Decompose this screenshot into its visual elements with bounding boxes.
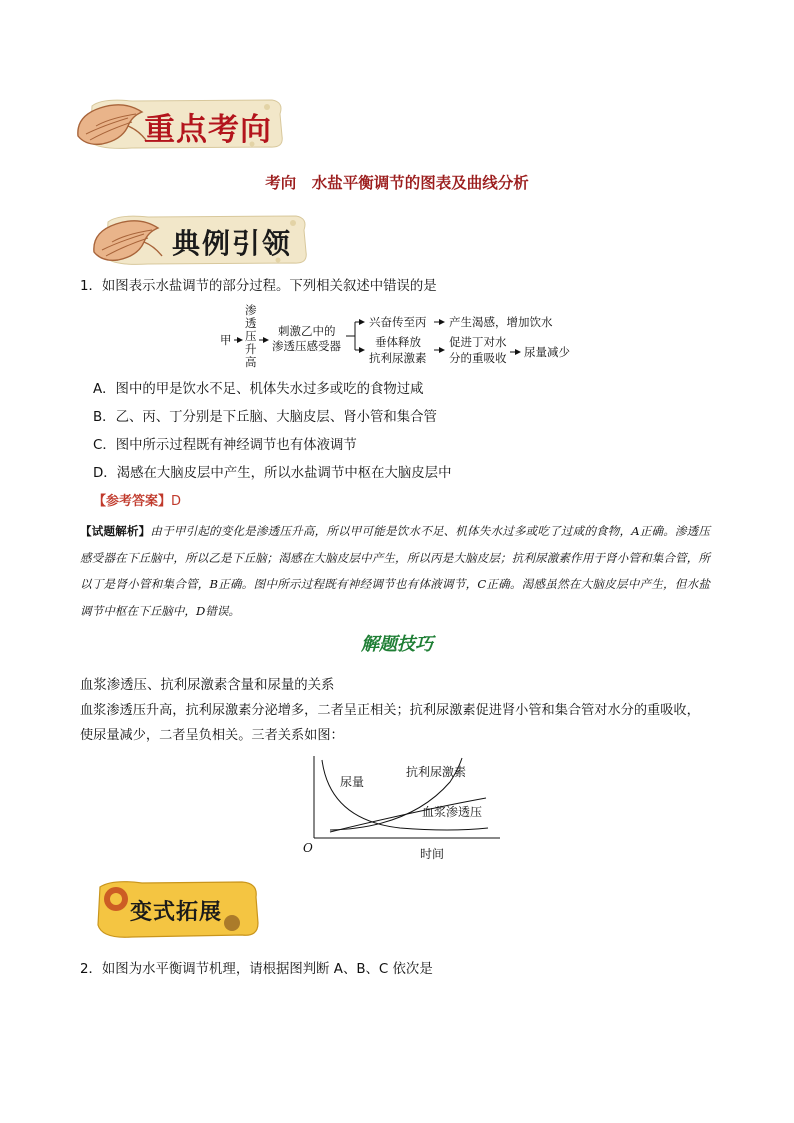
tips-title: 解题技巧 xyxy=(361,634,433,655)
flow-lower-step-1: 垂体释放 xyxy=(375,335,421,349)
flow-rise-1: 渗 xyxy=(245,303,257,317)
flow-upper-result: 产生渴感，增加饮水 xyxy=(449,315,553,329)
tips-line-1: 血浆渗透压升高，抗利尿激素分泌增多，二者呈正相关；抗利尿激素促进肾小管和集合管对水分的重吸收， xyxy=(80,703,700,718)
flow-rise-4: 升 xyxy=(245,342,257,356)
relationship-curve-chart xyxy=(300,752,510,864)
banner-example-title: 典例引领 xyxy=(172,227,293,260)
answer-value: D xyxy=(171,494,182,509)
flow-lower-result: 尿量减少 xyxy=(524,345,570,359)
flow-lower-step-2: 抗利尿激素 xyxy=(369,351,427,365)
flow-lower-mid-2: 分的重吸收 xyxy=(449,351,507,365)
flow-lower-mid-1: 促进丁对水 xyxy=(449,335,507,349)
flow-upper-step: 兴奋传至丙 xyxy=(369,315,427,329)
banner-key-direction-title: 重点考向 xyxy=(144,112,272,148)
flow-stimulus-1: 刺激乙中的 xyxy=(278,324,336,338)
tips-line-2: 使尿量减少，二者呈负相关。三者关系如图： xyxy=(80,728,344,743)
label-plasma: 血浆渗透压 xyxy=(422,805,483,819)
q1-option-b: B．乙、丙、丁分别是下丘脑、大脑皮层、肾小管和集合管 xyxy=(93,410,437,425)
q1-option-d: D．渴感在大脑皮层中产生，所以水盐调节中枢在大脑皮层中 xyxy=(93,466,452,481)
origin-label: O xyxy=(303,841,313,855)
flow-diagram xyxy=(218,302,598,374)
flow-start: 甲 xyxy=(220,333,232,347)
q1-answer xyxy=(93,490,181,509)
q1-option-c: C．图中所示过程既有神经调节也有体液调节 xyxy=(93,438,357,453)
q2-stem: 2．如图为水平衡调节机理，请根据图判断 A、B、C 依次是 xyxy=(80,962,433,977)
x-axis-label: 时间 xyxy=(420,847,445,861)
flow-rise-2: 透 xyxy=(245,316,257,330)
analysis-text: 由于甲引起的变化是渗透压升高，所以甲可能是饮水不足、机体失水过多或吃了过咸的食物，A正确。渗透压感受器在下丘脑中，所以乙是下丘脑；渴感在大脑皮层中产生，所以丙是大脑皮层；抗利尿激素作用于肾小管和集合管，所以丁是肾小管和集合管，B正确。图中所示过程既有神经调节也有体液调节，C正确。渴感虽然在大脑皮层中产生，但水盐调节中枢在下丘脑中，D错误。 xyxy=(80,524,710,618)
q1-analysis xyxy=(80,518,710,624)
flow-rise-3: 压 xyxy=(245,329,257,343)
banner-example xyxy=(88,208,310,272)
shell-icon xyxy=(88,212,166,270)
q1-stem: 1．如图表示水盐调节的部分过程。下列相关叙述中错误的是 xyxy=(80,279,437,294)
tips-heading: 血浆渗透压、抗利尿激素含量和尿量的关系 xyxy=(80,678,335,693)
label-urine: 尿量 xyxy=(340,775,365,789)
q1-option-a: A．图中的甲是饮水不足、机体失水过多或吃的食物过咸 xyxy=(93,382,424,397)
shell-icon xyxy=(72,96,150,154)
banner-key-direction xyxy=(72,92,287,156)
topic-title: 考向 水盐平衡调节的图表及曲线分析 xyxy=(265,173,529,192)
answer-tag: 【参考答案】 xyxy=(93,494,172,509)
label-adh: 抗利尿激素 xyxy=(406,765,467,779)
flow-stimulus-2: 渗透压感受器 xyxy=(272,339,341,353)
banner-variant-title: 变式拓展 xyxy=(130,899,223,925)
banner-variant xyxy=(92,877,262,943)
flow-rise-5: 高 xyxy=(245,355,257,369)
analysis-tag: 【试题解析】 xyxy=(80,524,151,538)
